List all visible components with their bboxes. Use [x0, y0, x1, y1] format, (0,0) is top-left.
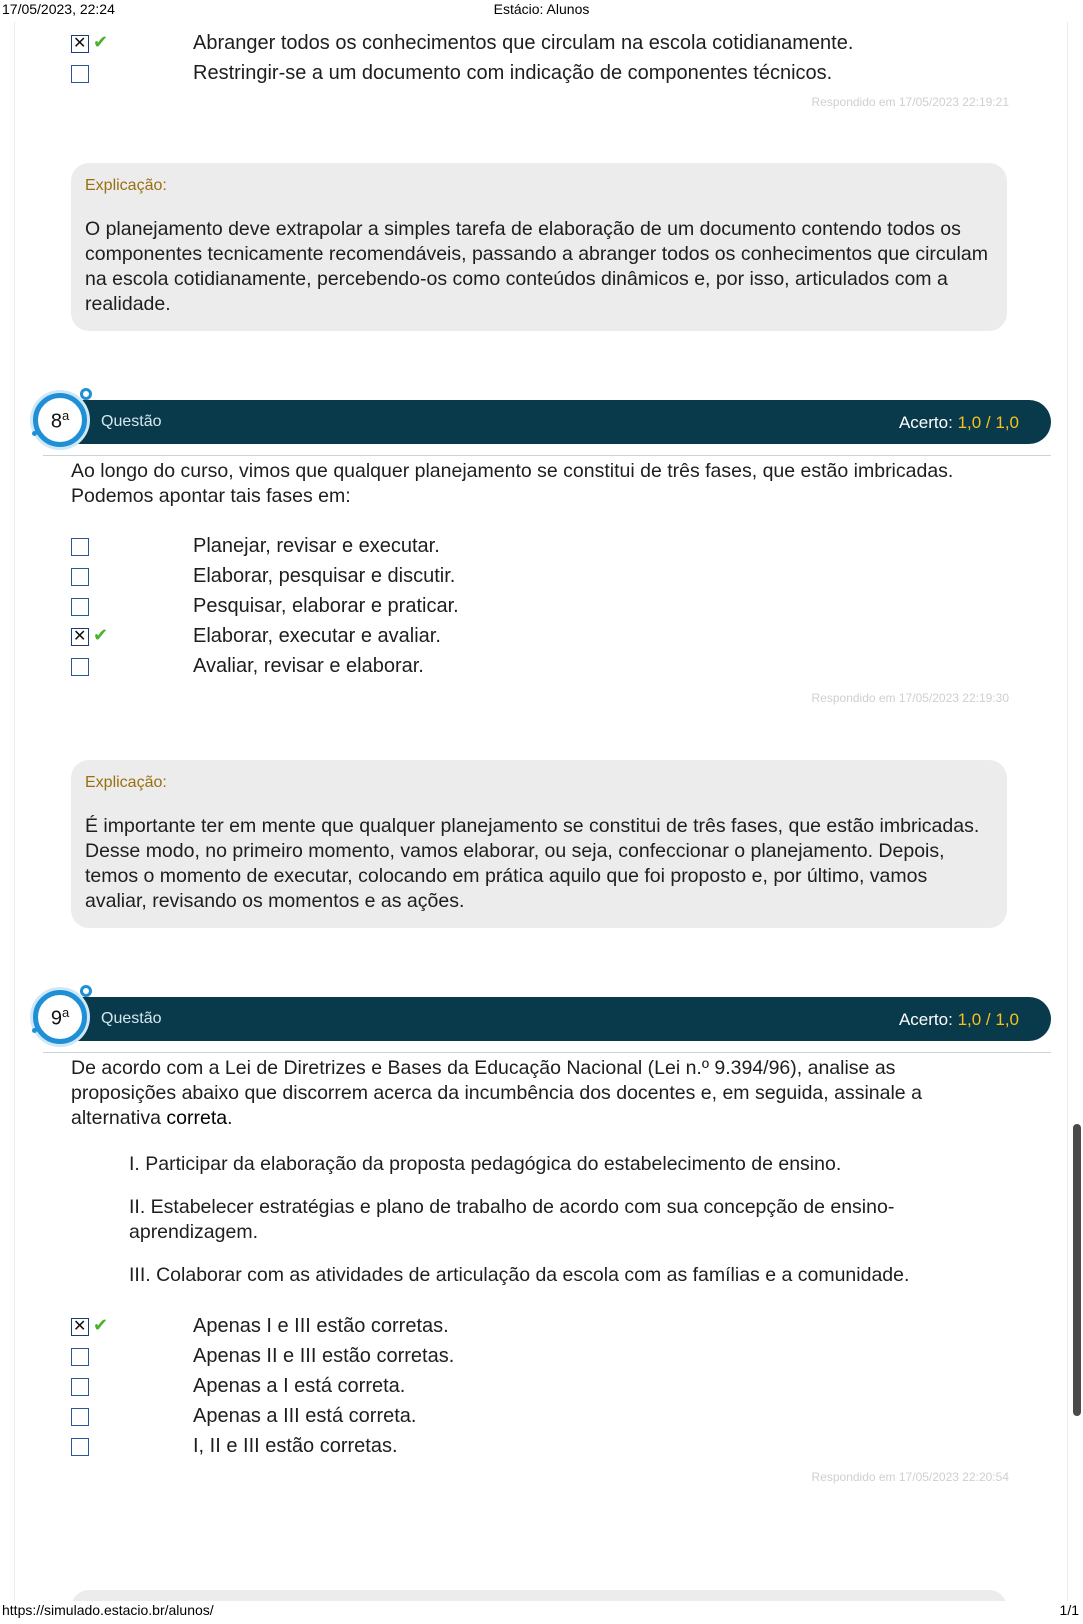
checkbox[interactable]	[71, 538, 89, 556]
option-text: Apenas a I está correta.	[193, 1375, 406, 1397]
q9-score	[899, 1010, 1019, 1030]
q9-proposition-1: I. Participar da elaboração da proposta pedagógica do estabelecimento de ensino.	[129, 1153, 842, 1175]
q9-option-1[interactable]	[71, 1315, 1031, 1345]
print-footer	[0, 1601, 1083, 1623]
q9-option-5[interactable]	[71, 1435, 1031, 1465]
q9-option-2[interactable]	[71, 1345, 1031, 1375]
score-label: Acerto:	[898, 413, 953, 432]
q9-option-4[interactable]	[71, 1405, 1031, 1435]
checkbox[interactable]	[71, 568, 89, 586]
checkbox[interactable]	[71, 1378, 89, 1396]
explanation-label: Explicação:	[85, 774, 167, 791]
option-text: Pesquisar, elaborar e praticar.	[193, 595, 459, 617]
checkbox-checked[interactable]	[71, 35, 89, 53]
option-text: Avaliar, revisar e elaborar.	[193, 655, 424, 677]
question-text-part: De acordo com a Lei de Diretrizes e Bases da Educação Nacional (Lei n.º 9.394/96), analise as proposições abaixo que discorrem acerca da incumbência dos docentes e, em seguida, assinale a alternativa	[71, 1057, 922, 1129]
option-text: Planejar, revisar e executar.	[193, 535, 440, 557]
q7-option-1[interactable]	[71, 32, 1031, 62]
checkbox[interactable]	[71, 1348, 89, 1366]
print-datetime: 17/05/2023, 22:24	[2, 1, 115, 17]
score-value: 1,0 / 1,0	[957, 413, 1019, 432]
score-value: 1,0 / 1,0	[957, 1010, 1019, 1029]
q9-proposition-2: II. Estabelecer estratégias e plano de trabalho de acordo com sua concepção de ensino-aprendizagem.	[129, 1196, 895, 1243]
q9-option-3[interactable]	[71, 1375, 1031, 1405]
checkbox-checked[interactable]	[71, 628, 89, 646]
explanation-body: É importante ter em mente que qualquer planejamento se constitui de três fases, que estão imbricadas. Desse modo, no primeiro momento, vamos elaborar, ou seja, confeccionar o planejamento. Depois, temos o momento de executar, colocando em prática aquilo que foi proposto e, por último, vamos avaliar, revisando os momentos e as ações.	[85, 815, 980, 912]
option-text: Elaborar, executar e avaliar.	[193, 625, 441, 647]
q8-answered-time: Respondido em 17/05/2023 22:19:30	[811, 691, 1009, 705]
q7-option-2[interactable]	[71, 62, 1031, 92]
question-text-end: .	[227, 1107, 233, 1129]
checkbox[interactable]	[71, 1408, 89, 1426]
checkbox[interactable]	[71, 1438, 89, 1456]
option-text: Apenas II e III estão corretas.	[193, 1345, 455, 1367]
explanation-label: Explicação:	[85, 177, 167, 194]
check-icon: ✔	[93, 32, 109, 53]
q8-option-2[interactable]	[71, 565, 1031, 595]
next-explanation-card	[71, 1590, 1007, 1601]
option-text: I, II e III estão corretas.	[193, 1435, 398, 1457]
option-text: Apenas a III está correta.	[193, 1405, 417, 1427]
q9-proposition-3: III. Colaborar com as atividades de articulação da escola com as famílias e a comunidade.	[129, 1264, 910, 1286]
q8-score	[899, 413, 1019, 433]
checkbox-checked[interactable]	[71, 1318, 89, 1336]
option-text: Apenas I e III estão corretas.	[193, 1315, 449, 1337]
print-page-number: 1/1	[1059, 1602, 1079, 1618]
checkbox[interactable]	[71, 658, 89, 676]
question-label: Questão	[101, 1010, 162, 1027]
divider	[43, 455, 1051, 456]
question-emphasis: correta	[166, 1107, 228, 1129]
q8-number-badge	[33, 393, 87, 447]
option-text: Abranger todos os conhecimentos que circulam na escola cotidianamente.	[193, 32, 854, 54]
scrollbar-thumb[interactable]	[1073, 1124, 1081, 1416]
print-url: https://simulado.estacio.br/alunos/	[2, 1602, 214, 1618]
q8-option-4[interactable]	[71, 625, 1031, 655]
question-number: 8	[50, 410, 62, 433]
option-text: Restringir-se a um documento com indicação de componentes técnicos.	[193, 62, 833, 84]
question-label: Questão	[101, 413, 162, 430]
q7-explanation	[71, 163, 1007, 331]
q9-header-bar	[57, 997, 1051, 1041]
print-header	[0, 0, 1083, 22]
q9-question-text	[71, 1056, 971, 1131]
option-text: Elaborar, pesquisar e discutir.	[193, 565, 456, 587]
ordinal: a	[61, 1005, 70, 1020]
q9-answered-time: Respondido em 17/05/2023 22:20:54	[811, 1470, 1009, 1484]
q8-explanation	[71, 760, 1007, 928]
check-icon: ✔	[93, 625, 109, 646]
q7-answered-time: Respondido em 17/05/2023 22:19:21	[811, 95, 1009, 109]
score-label: Acerto:	[898, 1010, 953, 1029]
check-icon: ✔	[93, 1315, 109, 1336]
checkbox[interactable]	[71, 598, 89, 616]
q8-question-text: Ao longo do curso, vimos que qualquer planejamento se constitui de três fases, que estão imbricadas. Podemos apontar tais fases em:	[71, 460, 954, 507]
q8-header-bar	[57, 400, 1051, 444]
divider	[43, 1052, 1051, 1053]
q8-option-1[interactable]	[71, 535, 1031, 565]
question-number: 9	[50, 1007, 62, 1030]
page-content	[14, 22, 1068, 1601]
ordinal: a	[61, 408, 70, 423]
q8-option-3[interactable]	[71, 595, 1031, 625]
q8-option-5[interactable]	[71, 655, 1031, 685]
explanation-body: O planejamento deve extrapolar a simples tarefa de elaboração de um documento contendo todos os componentes tecnicamente recomendáveis, passando a abranger todos os conhecimentos que circulam na escola cotidianamente, percebendo-os como conteúdos dinâmicos e, por isso, articulados com a realidade.	[85, 218, 988, 315]
q9-number-badge	[33, 990, 87, 1044]
print-title: Estácio: Alunos	[493, 1, 590, 17]
checkbox[interactable]	[71, 65, 89, 83]
